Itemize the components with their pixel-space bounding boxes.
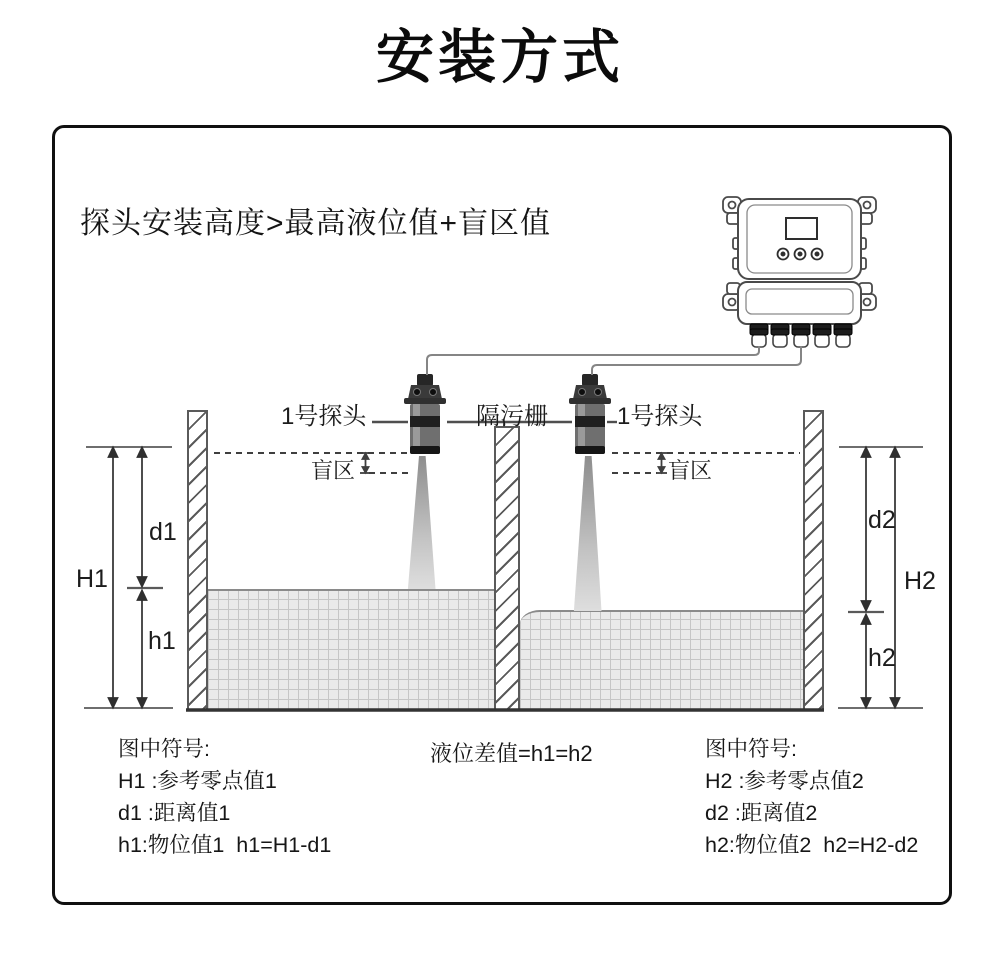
legend-right-line3: h2:物位值2 h2=H2-d2 [705, 833, 919, 857]
page-title: 安装方式 [375, 25, 624, 90]
legend-right-line1: H2 :参考零点值2 [705, 769, 864, 793]
dim-label-h1: h1 [148, 627, 176, 655]
probe-left-label: 1号探头 [281, 403, 367, 430]
blind-zone-left-label: 盲区 [311, 458, 356, 483]
controller-display [786, 218, 817, 239]
dim-label-h2: h2 [868, 644, 896, 672]
legend-right-line2: d2 :距离值2 [705, 801, 818, 825]
dim-label-H2: H2 [904, 567, 936, 595]
dim-label-H1: H1 [76, 565, 108, 593]
dim-label-d2: d2 [868, 506, 896, 534]
legend-left-line1: H1 :参考零点值1 [118, 769, 277, 793]
controller-device [703, 186, 895, 350]
legend-left-line3: h1:物位值1 h1=H1-d1 [118, 833, 332, 857]
legend-right-title: 图中符号: [705, 737, 797, 761]
installation-rule-text: 探头安装高度>最高液位值+盲区值 [80, 207, 552, 240]
controller-buttons [778, 249, 823, 260]
probe-right-label: 1号探头 [617, 403, 703, 430]
legend-left-line2: d1 :距离值1 [118, 801, 231, 825]
probe-right [568, 372, 612, 457]
legend-left-title: 图中符号: [118, 737, 210, 761]
tank-wall-right [803, 410, 824, 711]
probe-left [403, 372, 447, 457]
dim-label-d1: d1 [149, 518, 177, 546]
liquid-right-tank [520, 610, 803, 710]
blind-zone-right-label: 盲区 [668, 458, 713, 483]
barrier-label: 隔污栅 [476, 403, 548, 430]
liquid-left-tank [208, 589, 494, 710]
legend-right [705, 733, 918, 861]
tank-wall-left [187, 410, 208, 711]
cable-glands [750, 324, 852, 347]
level-difference-note: 液位差值=h1=h2 [430, 741, 593, 766]
legend-left [118, 733, 331, 861]
pollution-barrier-grid [494, 426, 520, 711]
